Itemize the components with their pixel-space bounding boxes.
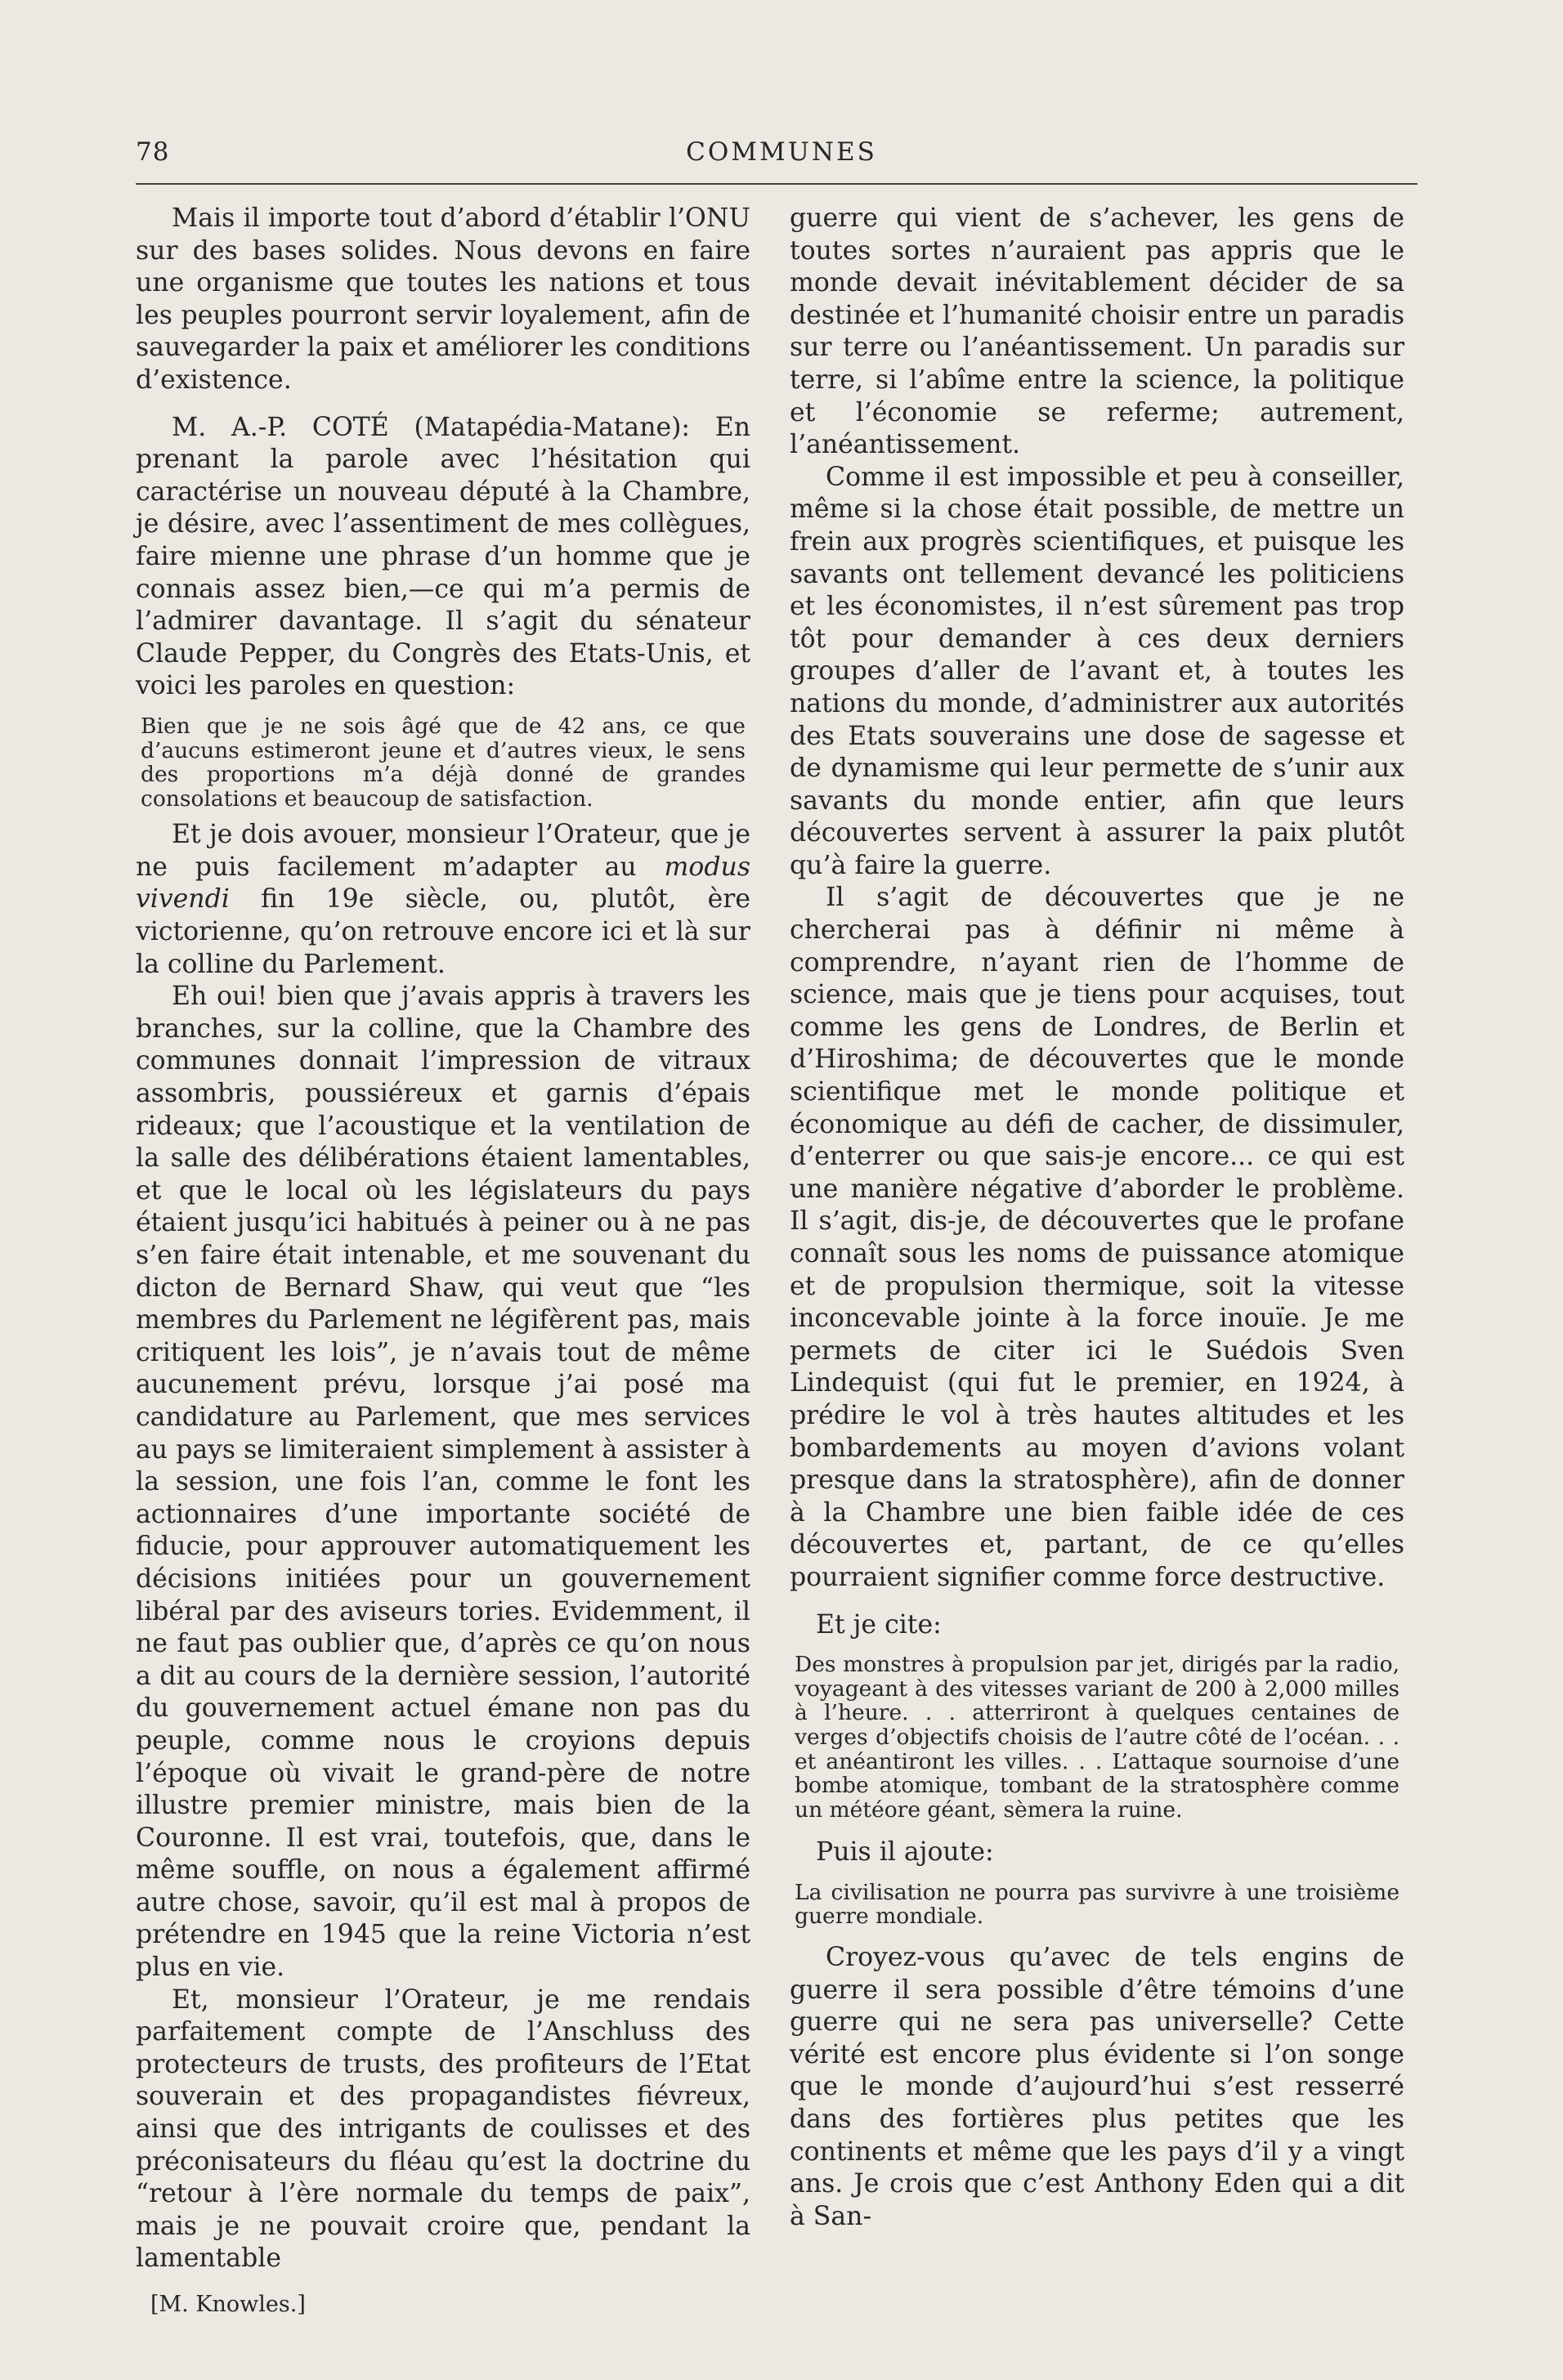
- block-quote: Des monstres à propulsion par jet, dirigés par la radio, voyageant à des vitesses variant de 200 à 2,000 milles à l’heure. . . atterriront à quelques centaines de verges d’objectifs choisis de l’autre côté de l’océan. . . et anéantiront les villes. . . L’attaque sournoise d’une bombe atomique, tombant de la stratosphère comme un météore géant, sèmera la ruine.: [795, 1652, 1400, 1823]
- paragraph: Comme il est impossible et peu à conseiller, même si la chose était possible, de mettre un frein aux progrès scientifiques, et puisque les savants ont tellement devancé les politiciens et les économistes, il n’est sûrement pas trop tôt pour demander à ces deux derniers groupes d’aller de l’avant et, à toutes les nations du monde, d’administrer aux autorités des Etats souverains une dose de sagesse et de dynamisme qui leur permette de s’unir aux savants du monde entier, afin que leurs découvertes servent à assurer la paix plutôt qu’à faire la guerre.: [790, 462, 1404, 880]
- speaker-attribution: [M. Knowles.]: [150, 2292, 306, 2317]
- italic-phrase: modus vivendi: [136, 852, 750, 915]
- running-head: COMMUNES: [686, 137, 877, 167]
- block-quote: La civilisation ne pourra pas survivre à une troisième guerre mondiale.: [795, 1879, 1400, 1930]
- paragraph: Et, monsieur l’Orateur, je me rendais parfaitement compte de l’Anschluss des protecteurs de trusts, des profiteurs de l’Etat souverain et des propagandistes fiévreux, ainsi que des intrigants de coulisses et des préconisateurs du fléau qu’est la doctrine du “retour à l’ère normale du temps de paix”, mais je ne pouvait croire que, pendant la lamentable: [136, 1984, 750, 2274]
- paragraph: Il s’agit de découvertes que je ne chercherai pas à définir ni même à comprendre, n’ayant rien de l’homme de science, mais que je tiens pour acquises, tout comme les gens de Londres, de Berlin et d’Hiroshima; de découvertes que le monde scientifique met le monde politique et économique au défi de cacher, de dissimuler, d’enterrer ou que sais-je encore... ce qui est une manière négative d’aborder le problème. Il s’agit, dis-je, de découvertes que le profane connaît sous les noms de puissance atomique et de propulsion thermique, soit la vitesse inconcevable jointe à la force inouïe. Je me permets de citer ici le Suédois Sven Lindequist (qui fut le premier, en 1924, à prédire le vol à très hautes altitudes et les bombardements au moyen d’avions volant presque dans la stratosphère), afin de donner à la Chambre une bien faible idée de ces découvertes et, partant, de ce qu’elles pourraient signifier comme force destructive.: [790, 883, 1404, 1592]
- paragraph-speaker: M. A.-P. COTÉ (Matapédia-Matane): En prenant la parole avec l’hésitation qui caractérise un nouveau député à la Chambre, je désire, avec l’assentiment de mes collègues, faire mienne une phrase d’un homme que je connais assez bien,—ce qui m’a permis de l’admirer davantage. Il s’agit du sénateur Claude Pepper, du Congrès des Etats-Unis, et voici les paroles en question:: [136, 412, 750, 701]
- text-run: fin 19e siècle, ou, plutôt, ère victorienne, qu’on retrouve encore ici et là sur la colline du Parlement.: [136, 884, 750, 979]
- left-column: [136, 203, 750, 2317]
- paragraph: Croyez-vous qu’avec de tels engins de guerre il sera possible d’être témoins d’une guerre qui ne sera pas universelle? Cette vérité est encore plus évidente si l’on songe que le monde d’aujourd’hui s’est resserré dans des fortières plus petites que les continents et même que les pays d’il y a vingt ans. Je crois que c’est Anthony Eden qui a dit à San-: [790, 1943, 1404, 2231]
- text-run: Et je dois avouer, monsieur l’Orateur, que je ne puis facilement m’adapter au: [136, 820, 750, 882]
- paragraph-continued: guerre qui vient de s’achever, les gens de toutes sortes n’auraient pas appris que le monde devait inévitablement décider de sa destinée et l’humanité choisir entre un paradis sur terre ou l’anéantissement. Un paradis sur terre, si l’abîme entre la science, la politique et l’économie se referme; autrement, l’anéantissement.: [790, 204, 1404, 460]
- page-number: 78: [136, 137, 170, 167]
- right-column: [790, 203, 1404, 2233]
- paragraph: Mais il importe tout d’abord d’établir l’ONU sur des bases solides. Nous devons en faire une organisme que toutes les nations et tous les peuples pourront servir loyalement, afin de sauvegarder la paix et améliorer les conditions d’existence.: [136, 204, 750, 395]
- paragraph: [136, 819, 750, 981]
- quote-intro: Et je cite:: [816, 1609, 942, 1640]
- header-rule: [136, 183, 1417, 185]
- paragraph: Eh oui! bien que j’avais appris à travers les branches, sur la colline, que la Chambre des communes donnait l’impression de vitraux assombris, poussiéreux et garnis d’épais rideaux; que l’acoustique et la ventilation de la salle des délibérations étaient lamentables, et que le local où les législateurs du pays étaient jusqu’ici habitués à peiner ou à ne pas s’en faire était intenable, et me souvenant du dicton de Bernard Shaw, qui veut que “les membres du Parlement ne légifèrent pas, mais critiquent les lois”, je n’avais tout de même aucunement prévu, lorsque j’ai posé ma candidature au Parlement, que mes services au pays se limiteraient simplement à assister à la session, une fois l’an, comme le font les actionnaires d’une importante société de fiducie, pour approuver automatiquement les décisions initiées pour un gouvernement libéral par des aviseurs tories. Evidemment, il ne faut pas oublier que, d’après ce qu’on nous a dit au cours de la dernière session, l’autorité du gouvernement actuel émane non pas du peuple, comme nous le croyions depuis l’époque où vivait le grand-père de notre illustre premier ministre, mais bien de la Couronne. Il est vrai, toutefois, que, dans le même souffle, on nous a également affirmé autre chose, savoir, qu’il est mal à propos de prétendre en 1945 que la reine Victoria n’est plus en vie.: [136, 982, 750, 1983]
- block-quote: Bien que je ne sois âgé que de 42 ans, ce que d’aucuns estimeront jeune et d’autres vieux, le sens des proportions m’a déjà donné de grandes consolations et beaucoup de satisfaction.: [141, 713, 746, 812]
- quote-intro: Puis il ajoute:: [816, 1837, 994, 1868]
